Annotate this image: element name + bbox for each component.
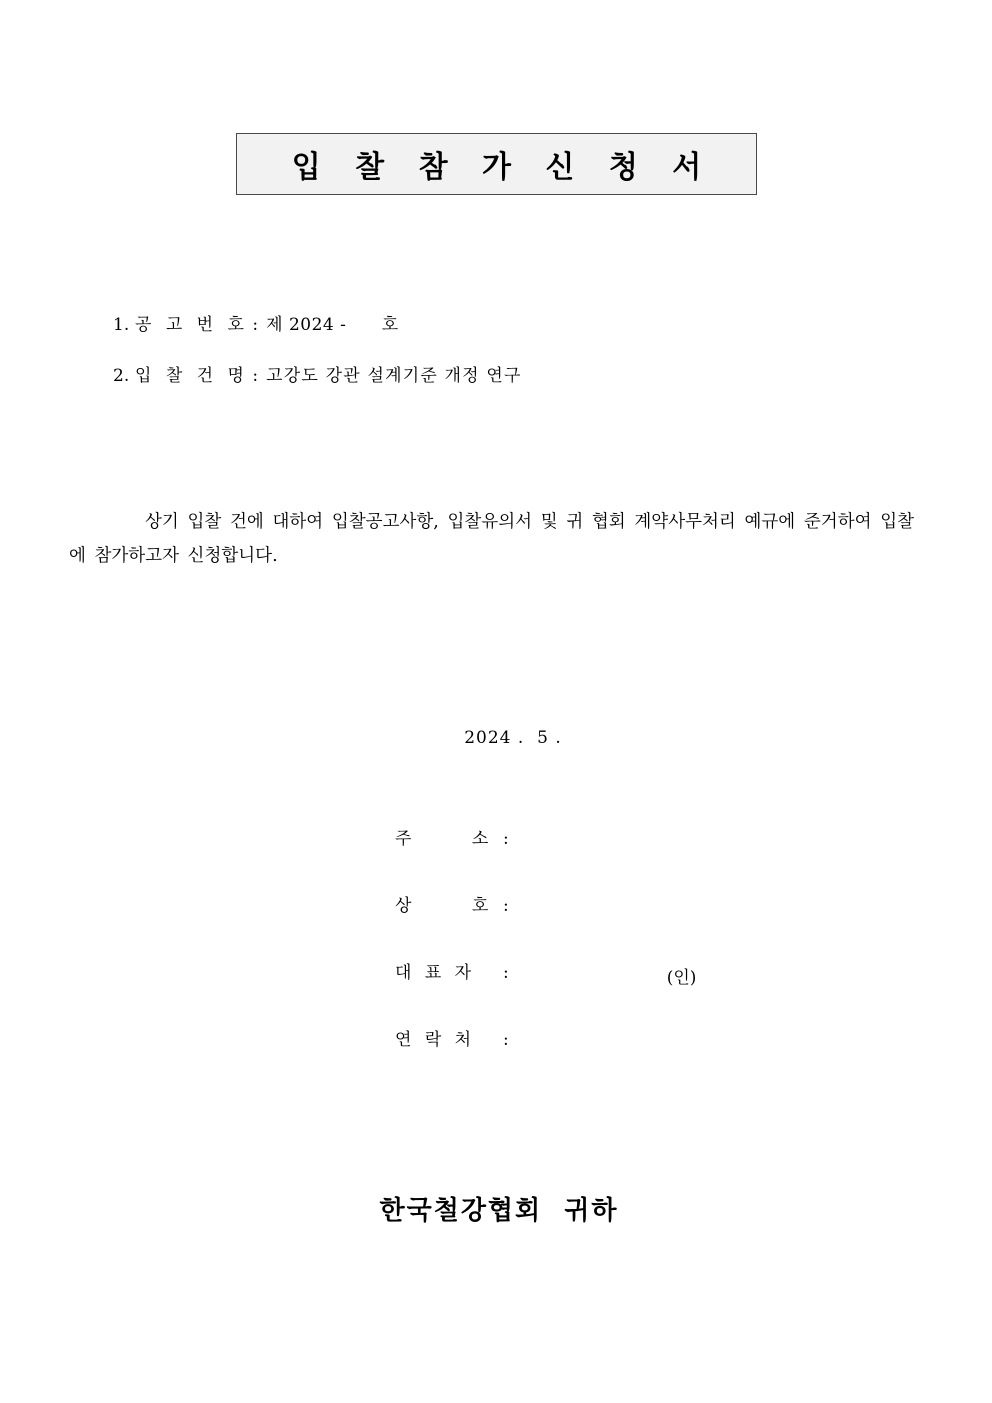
signature-label: 주 소 xyxy=(395,829,493,849)
recipient-footer: 한국철강협회 귀하 xyxy=(379,1196,619,1226)
signature-colon: : xyxy=(503,963,509,983)
signature-row-contact xyxy=(395,1025,875,1092)
item-value: 고강도 강관 설계기준 개정 연구 xyxy=(266,366,522,386)
signature-label: 연 락 처 xyxy=(395,1030,476,1050)
date-line: 2024 . 5 . xyxy=(464,728,562,748)
signature-colon: : xyxy=(503,829,509,849)
signature-label: 대 표 자 xyxy=(395,963,476,983)
seal-marker: (인) xyxy=(666,968,697,988)
page-title: 입 찰 참 가 신 청 서 xyxy=(291,150,714,185)
signature-value[interactable] xyxy=(509,963,875,1023)
item-colon: : xyxy=(252,366,259,386)
signature-colon: : xyxy=(503,896,509,916)
item-value: 제 2024 - 호 xyxy=(266,315,399,335)
signature-label: 상 호 xyxy=(395,896,493,916)
list-item xyxy=(113,361,913,386)
body-paragraph: 상기 입찰 건에 대하여 입찰공고사항, 입찰유의서 및 귀 협회 계약사무처리 예규에 준거하여 입찰에 참가하고자 신청합니다. xyxy=(69,512,914,567)
item-colon: : xyxy=(252,315,259,335)
signature-block xyxy=(395,824,875,1092)
document-title-box xyxy=(236,133,757,195)
signature-row-address xyxy=(395,824,875,891)
numbered-item-list xyxy=(113,310,913,412)
item-number: 2. xyxy=(113,366,130,386)
item-label: 공 고 번 호 xyxy=(135,315,249,335)
list-item xyxy=(113,310,913,335)
item-number: 1. xyxy=(113,315,130,335)
signature-colon: : xyxy=(503,1030,509,1050)
item-label: 입 찰 건 명 xyxy=(135,366,249,386)
signature-row-company xyxy=(395,891,875,958)
signature-row-representative xyxy=(395,958,875,1025)
